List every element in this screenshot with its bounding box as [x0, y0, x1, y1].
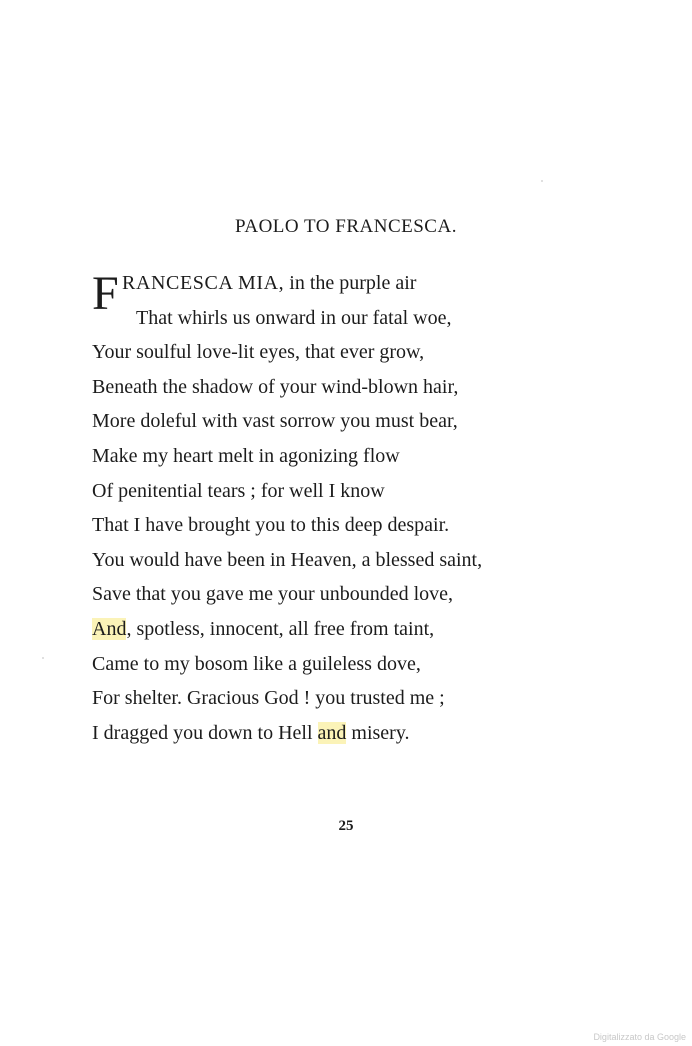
poem-title: PAOLO TO FRANCESCA. — [235, 216, 457, 237]
search-highlight: and — [317, 721, 347, 744]
poem-line-7: Of penitential tears ; for well I know — [92, 479, 385, 502]
drop-cap: F — [92, 267, 119, 320]
poem-line-14 — [92, 716, 572, 751]
poem-line-text: misery. — [346, 721, 410, 744]
poem-line-9: You would have been in Heaven, a blessed saint, — [92, 548, 483, 571]
poem-line-2: That whirls us onward in our fatal woe, — [136, 306, 452, 329]
poem-body — [92, 266, 572, 750]
poem-line-13: For shelter. Gracious God ! you trusted me ; — [92, 687, 445, 710]
page-number: 25 — [338, 818, 354, 834]
small-caps-opening: RANCESCA MIA, — [122, 272, 285, 294]
paper-speck — [541, 180, 543, 182]
paper-speck — [42, 657, 44, 659]
poem-line-8: That I have brought you to this deep despair. — [92, 514, 450, 537]
poem-line-4: Beneath the shadow of your wind-blown hair, — [92, 375, 459, 398]
poem-line-10: Save that you gave me your unbounded love, — [92, 583, 454, 606]
poem-line-text: in the purple air — [284, 272, 417, 294]
poem-line-5: More doleful with vast sorrow you must bear, — [92, 410, 458, 433]
poem-line-3: Your soulful love-lit eyes, that ever grow, — [92, 341, 425, 364]
poem-line-6: Make my heart melt in agonizing flow — [92, 444, 400, 467]
poem-line-11 — [92, 612, 572, 647]
poem-line-text: I dragged you down to Hell — [92, 721, 318, 744]
poem-line-text: , spotless, innocent, all free from taint, — [126, 617, 435, 640]
search-highlight: And — [92, 617, 127, 640]
poem-line-12: Came to my bosom like a guileless dove, — [92, 652, 421, 675]
google-watermark: Digitalizzato da Google — [593, 1032, 686, 1042]
